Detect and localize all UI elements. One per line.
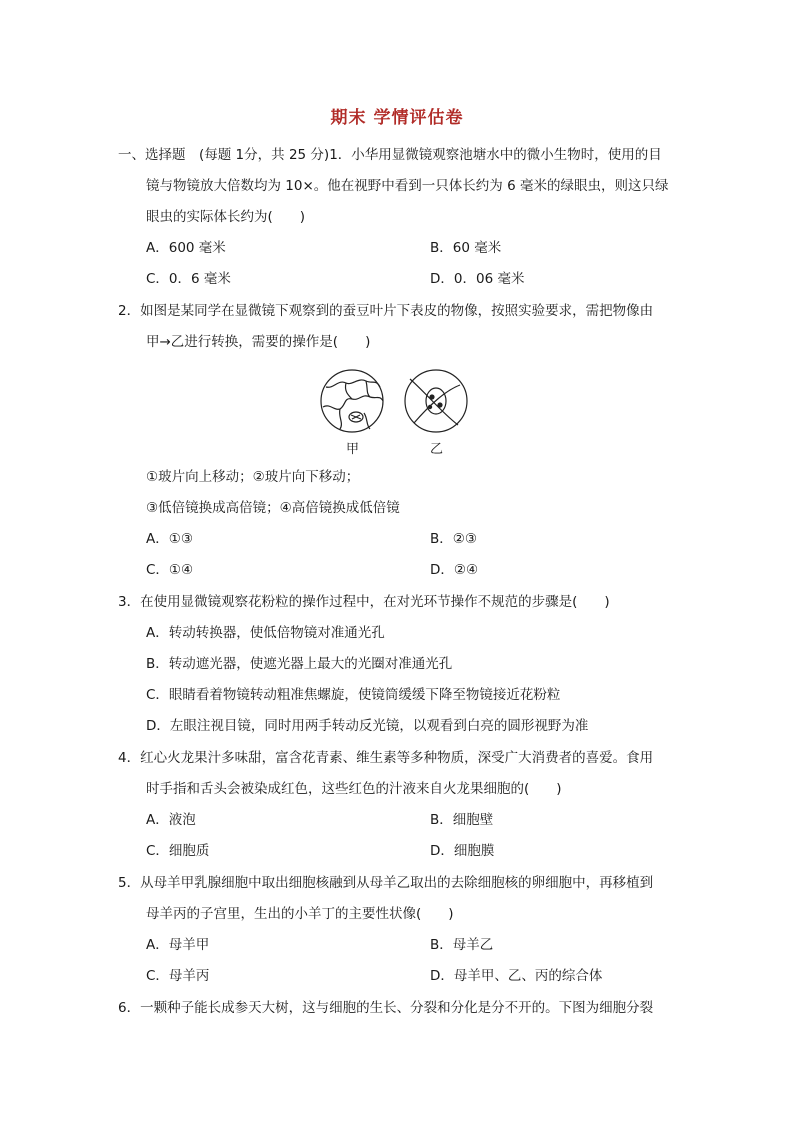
question-3-option-a: A．转动转换器，使低倍物镜对准通光孔 bbox=[146, 625, 385, 641]
question-2-subline-2: ③低倍镜换成高倍镜；④高倍镜换成低倍镜 bbox=[146, 500, 400, 516]
question-5-option-a: A．母羊甲 bbox=[146, 937, 210, 953]
question-3-option-c: C．眼睛看着物镜转动粗准焦螺旋，使镜筒缓缓下降至物镜接近花粉粒 bbox=[146, 687, 561, 703]
question-5-option-b: B．母羊乙 bbox=[430, 937, 494, 953]
question-3-option-d: D．左眼注视目镜，同时用两手转动反光镜，以观看到白亮的圆形视野为准 bbox=[146, 718, 589, 734]
question-3-option-b: B．转动遮光器，使遮光器上最大的光圈对准通光孔 bbox=[146, 656, 453, 672]
question-2-line-1: 2．如图是某同学在显微镜下观察到的蚕豆叶片下表皮的物像，按照实验要求，需把物像由 bbox=[118, 303, 654, 319]
question-2-option-a: A．①③ bbox=[146, 531, 193, 547]
figure-label-jia: 甲 bbox=[346, 442, 360, 457]
question-1-option-b: B．60 毫米 bbox=[430, 240, 502, 256]
question-6-line-1: 6．一颗种子能长成参天大树，这与细胞的生长、分裂和分化是分不开的。下图为细胞分裂 bbox=[118, 1000, 654, 1016]
question-4-option-a: A．液泡 bbox=[146, 812, 196, 828]
question-1-line-2: 镜与物镜放大倍数均为 10×。他在视野中看到一只体长约为 6 毫米的绿眼虫，则这只绿 bbox=[146, 178, 669, 194]
microscope-view-figure bbox=[318, 365, 468, 460]
question-2-option-d: D．②④ bbox=[430, 562, 479, 578]
question-2-option-b: B．②③ bbox=[430, 531, 477, 547]
question-3-line-1: 3．在使用显微镜观察花粉粒的操作过程中，在对光环节操作不规范的步骤是( ) bbox=[118, 594, 610, 610]
page-title: 期末 学情评估卷 bbox=[330, 108, 464, 128]
question-4-option-b: B．细胞壁 bbox=[430, 812, 494, 828]
section-header: 一、选择题 (每题 1分，共 25 分) bbox=[118, 147, 330, 163]
question-5-line-2: 母羊丙的子宫里，生出的小羊丁的主要性状像( ) bbox=[146, 906, 454, 922]
question-5-line-1: 5．从母羊甲乳腺细胞中取出细胞核融到从母羊乙取出的去除细胞核的卵细胞中，再移植到 bbox=[118, 875, 654, 891]
question-5-option-c: C．母羊丙 bbox=[146, 968, 210, 984]
question-1-text: 1．小华用显微镜观察池塘水中的微小生物时，使用的目 bbox=[329, 147, 662, 163]
question-4-option-d: D．细胞膜 bbox=[430, 843, 495, 859]
question-5-option-d: D．母羊甲、乙、丙的综合体 bbox=[430, 968, 603, 984]
question-1-option-d: D．0．06 毫米 bbox=[430, 271, 525, 287]
question-4-line-2: 时手指和舌头会被染成红色，这些红色的汁液来自火龙果细胞的( ) bbox=[146, 781, 562, 797]
question-2-option-c: C．①④ bbox=[146, 562, 194, 578]
figure-label-yi: 乙 bbox=[430, 442, 444, 457]
question-2-subline-1: ①玻片向上移动；②玻片向下移动； bbox=[146, 469, 360, 485]
question-1-line-3: 眼虫的实际体长约为( ) bbox=[146, 209, 306, 225]
question-4-line-1: 4．红心火龙果汁多味甜，富含花青素、维生素等多种物质，深受广大消费者的喜爱。食用 bbox=[118, 750, 654, 766]
question-2-line-2: 甲→乙进行转换，需要的操作是( ) bbox=[146, 334, 371, 350]
question-1-option-a: A．600 毫米 bbox=[146, 240, 226, 256]
view-yi bbox=[405, 370, 467, 432]
view-jia bbox=[321, 370, 383, 432]
question-4-option-c: C．细胞质 bbox=[146, 843, 210, 859]
question-1-option-c: C．0．6 毫米 bbox=[146, 271, 231, 287]
question-1-line-1 bbox=[118, 145, 662, 165]
